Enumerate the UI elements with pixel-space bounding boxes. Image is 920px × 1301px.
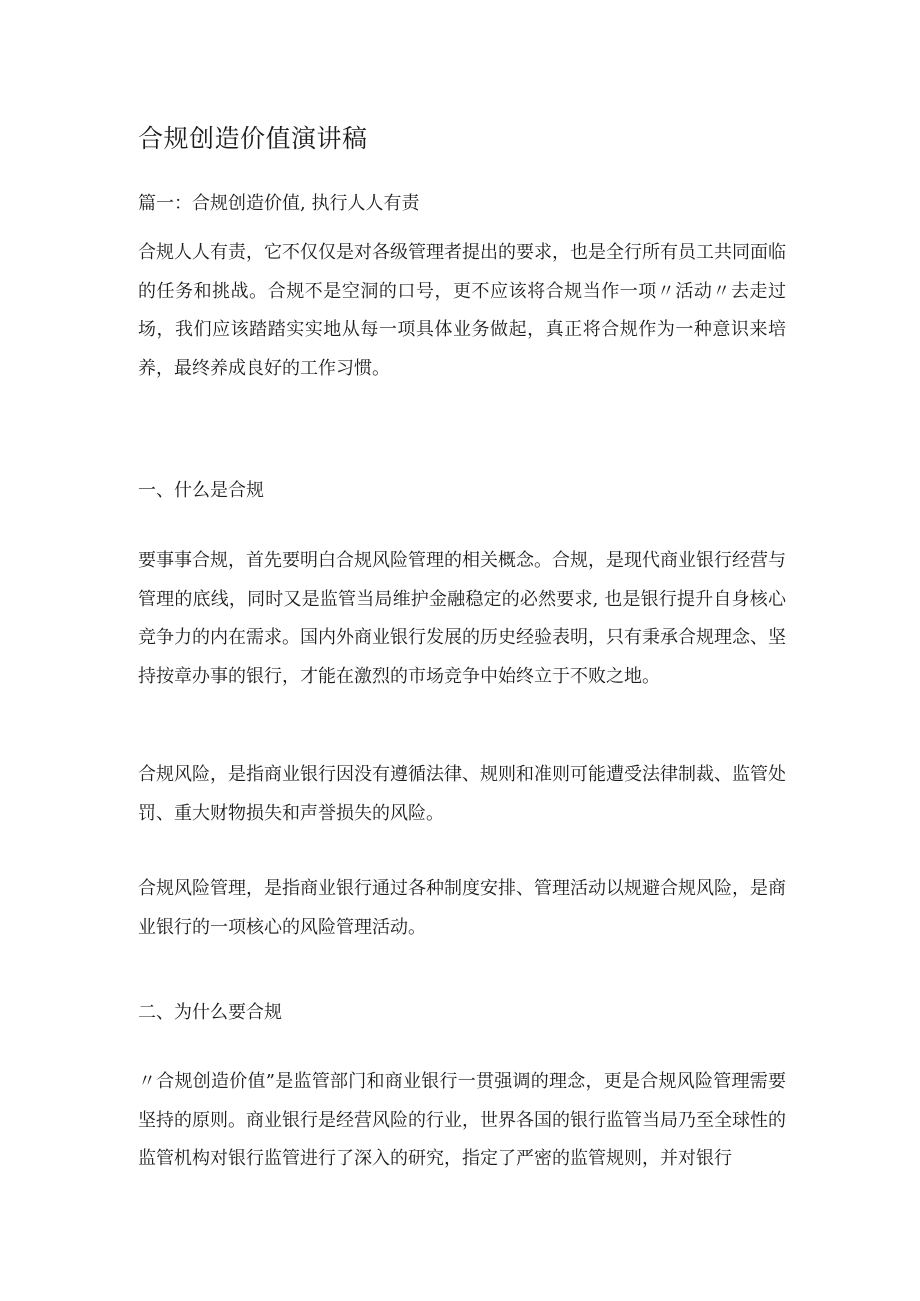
section1-paragraph-3: 合规风险管理，是指商业银行通过各种制度安排、管理活动以规避合规风险，是商业银行的一项核心的风险管理活动。 <box>138 878 786 938</box>
document-title: 合规创造价值演讲稿 <box>138 124 368 153</box>
document-subtitle: 篇一：合规创造价值, 执行人人有责 <box>138 193 420 214</box>
section-heading-why-compliance: 二、为什么要合规 <box>138 1002 282 1023</box>
section1-paragraph-1: 要事事合规，首先要明白合规风险管理的相关概念。合规，是现代商业银行经营与管理的底线，同时又是监管当局维护金融稳定的必然要求, 也是银行提升自身核心竞争力的内在需求。国内外商业银行发展的历史经验表明，只有秉承合规理念、坚持按章办事的银行，才能在激烈的市场竞争中始终立于不败之地。 <box>138 550 786 687</box>
section1-paragraph-2: 合规风险，是指商业银行因没有遵循法律、规则和准则可能遭受法律制裁、监管处罚、重大财物损失和声誉损失的风险。 <box>138 764 786 824</box>
intro-paragraph: 合规人人有责，它不仅仅是对各级管理者提出的要求，也是全行所有员工共同面临的任务和挑战。合规不是空洞的口号，更不应该将合规当作一项〃活动〃去走过场，我们应该踏踏实实地从每一项具体业务做起，真正将合规作为一种意识来培养，最终养成良好的工作习惯。 <box>138 242 786 379</box>
section2-paragraph-1: 〃合规创造价值”是监管部门和商业银行一贯强调的理念，更是合规风险管理需要坚持的原则。商业银行是经营风险的行业，世界各国的银行监管当局乃至全球性的监管机构对银行监管进行了深入的研究，指定了严密的监管规则，并对银行 <box>138 1071 786 1169</box>
section-heading-what-is-compliance: 一、什么是合规 <box>138 480 264 501</box>
